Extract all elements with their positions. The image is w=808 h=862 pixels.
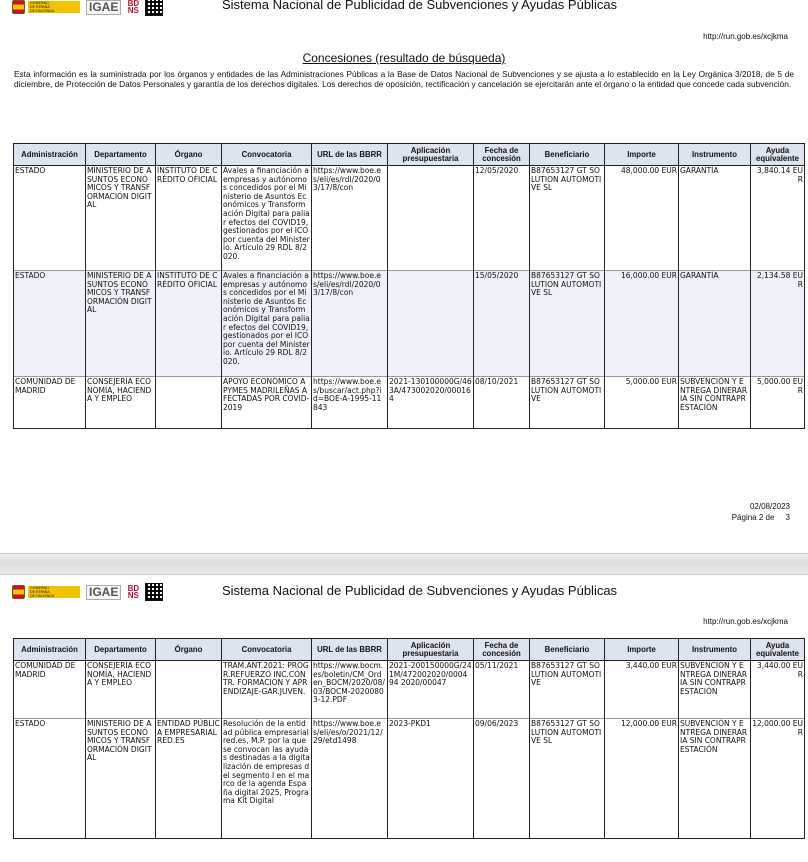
cell-beneficiario: B87653127 GT SOLUTION AUTOMOTIVE SL [530,719,605,839]
cell-beneficiario: B87653127 GT SOLUTION AUTOMOTIVE [530,661,605,719]
column-header: Importe [605,144,679,166]
document-page-2 [0,575,808,862]
escudo-icon [12,585,25,599]
column-header: Ayuda equivalente [751,144,805,166]
cell-url[interactable]: https://www.boe.es/buscar/act.php?id=BOE-A-1995-11843 [312,377,388,429]
page-label: Página 2 de [731,513,775,522]
gobierno-espana-logo [12,0,82,14]
cell-beneficiario: B87653127 GT SOLUTION AUTOMOTIVE SL [530,166,605,271]
cell-organo: INSTITUTO DE CRÉDITO OFICIAL [156,166,222,271]
cell-ayuda: 3,840.14 EUR [751,166,805,271]
cell-organo [156,661,222,719]
igae-logo: IGAE [86,0,121,15]
cell-departamento: CONSEJERÍA ECONOMÍA, HACIENDA Y EMPLEO [86,661,156,719]
column-header: Departamento [86,639,156,661]
column-header: Órgano [156,639,222,661]
cell-importe: 48,000.00 EUR [605,166,679,271]
cell-fecha: 15/05/2020 [474,271,530,377]
cell-url[interactable]: https://www.bocm.es/boletin/CM_Orden_BOCM/2020/08/03/BOCM-20200803-12.PDF [312,661,388,719]
cell-url[interactable]: https://www.boe.es/eli/es/rdl/2020/03/17/8/con [312,166,388,271]
table-row [14,166,805,271]
cell-instrumento: GARANTÍA [679,166,751,271]
header-url[interactable]: http://run.gob.es/xcjkma [703,32,788,41]
column-header: Beneficiario [530,144,605,166]
cell-beneficiario: B87653127 GT SOLUTION AUTOMOTIVE SL [530,271,605,377]
intro-paragraph: Esta información es la suministrada por los órganos y entidades de las Administraciones Públicas a la Base de Datos Nacional de Subvenciones y se ajusta a lo establecido en la Ley Orgánica 3/2018, de 5 de diciembre, de Protección de Datos Personales y garantía de los derechos digitales. Los derechos de oposición, rectificación y cancelación se ejercitarán ante el órgano o la entidad que concede cada subvención. [14,69,794,89]
gobierno-espana-logo [12,585,82,599]
cell-fecha: 12/05/2020 [474,166,530,271]
logo-gob-line: DE HACIENDA [30,594,55,598]
cell-administracion: ESTADO [14,719,86,839]
column-header: Convocatoria [222,144,312,166]
cell-departamento: MINISTERIO DE ASUNTOS ECONÓMICOS Y TRANSFORMACIÓN DIGITAL [86,271,156,377]
page-total: 3 [785,513,790,522]
cell-organo [156,377,222,429]
column-header: URL de las BBRR [312,639,388,661]
table-header-row [14,144,805,166]
column-header: Ayuda equivalente [751,639,805,661]
bdns-logo: BD NS [127,0,140,15]
cell-aplicacion: 2021-130100000G/463A/473002020/000164 [388,377,474,429]
column-header: Departamento [86,144,156,166]
qr-code-icon [145,0,163,16]
cell-ayuda: 2,134.58 EUR [751,271,805,377]
document-title: Concesiones (resultado de búsqueda) [302,51,506,65]
column-header: Instrumento [679,639,751,661]
cell-importe: 16,000.00 EUR [605,271,679,377]
system-title: Sistema Nacional de Publicidad de Subvenciones y Ayudas Públicas [222,0,618,12]
cell-administracion: COMUNIDAD DE MADRID [14,661,86,719]
cell-aplicacion: 2021-200150000G/241M/472002020/000494 2020/00047 [388,661,474,719]
cell-departamento: CONSEJERÍA ECONOMÍA, HACIENDA Y EMPLEO [86,377,156,429]
igae-logo: IGAE [86,585,121,600]
logo-gob-line: GOBIERNO [30,586,49,590]
cell-organo: ENTIDAD PÚBLICA EMPRESARIAL RED.ES [156,719,222,839]
cell-convocatoria: Avales a financiación a empresas y autónomos concedidos por el Ministerio de Asuntos Económicos y Transformación Digital para paliar efectos del COVID19, gestionados por el ICO por cuenta del Ministerio. Artículo 29 RDL 8/2020. [222,166,312,271]
cell-url[interactable]: https://www.boe.es/eli/es/rdl/2020/03/17/8/con [312,271,388,377]
column-header: Beneficiario [530,639,605,661]
cell-url[interactable]: https://www.boe.es/eli/es/o/2021/12/29/etd1498 [312,719,388,839]
cell-ayuda: 5,000.00 EUR [751,377,805,429]
logo-gob-line: DE ESPAÑA [30,5,50,9]
column-header: Órgano [156,144,222,166]
system-title: Sistema Nacional de Publicidad de Subvenciones y Ayudas Públicas [222,583,618,598]
header-logos [12,0,163,16]
cell-aplicacion: 2023-PKD1 [388,719,474,839]
logo-gob-line: GOBIERNO [30,1,49,5]
header-url[interactable]: http://run.gob.es/xcjkma [703,617,788,626]
cell-instrumento: GARANTÍA [679,271,751,377]
concessions-table-page-1 [13,143,805,429]
column-header: Aplicación presupuestaria [388,639,474,661]
column-header: Administración [14,639,86,661]
cell-fecha: 08/10/2021 [474,377,530,429]
cell-administracion: ESTADO [14,271,86,377]
header-logos [12,583,163,601]
column-header: Instrumento [679,144,751,166]
table-row [14,377,805,429]
cell-beneficiario: B87653127 GT SOLUTION AUTOMOTIVE [530,377,605,429]
column-header: Aplicación presupuestaria [388,144,474,166]
page-divider [0,553,808,575]
cell-administracion: COMUNIDAD DE MADRID [14,377,86,429]
column-header: URL de las BBRR [312,144,388,166]
cell-departamento: MINISTERIO DE ASUNTOS ECONÓMICOS Y TRANSFORMACIÓN DIGITAL [86,719,156,839]
cell-convocatoria: Resolución de la entidad pública empresarial red.es, M.P. por la que se convocan las ayudas destinadas a la digitalización de empresas del segmento I en el marco de la agenda España digital 2025, Programa Kit Digital [222,719,312,839]
cell-organo: INSTITUTO DE CRÉDITO OFICIAL [156,271,222,377]
cell-instrumento: SUBVENCIÓN Y ENTREGA DINERARIA SIN CONTRAPRESTACIÓN [679,719,751,839]
cell-fecha: 09/06/2023 [474,719,530,839]
cell-convocatoria: TRAM.ANT.2021: PROGR.REFUERZO INC.CONTR. FORMACION Y APRENDIZAJE-GAR.JUVEN. [222,661,312,719]
escudo-icon [12,0,25,14]
cell-aplicacion [388,271,474,377]
cell-importe: 3,440.00 EUR [605,661,679,719]
qr-code-icon [145,583,163,601]
footer-page-number [732,513,790,522]
cell-instrumento: SUBVENCIÓN Y ENTREGA DINERARIA SIN CONTRAPRESTACIÓN [679,377,751,429]
column-header: Fecha de concesión [474,639,530,661]
cell-convocatoria: APOYO ECONÓMICO A PYMES MADRILEÑAS AFECTADAS POR COVID-2019 [222,377,312,429]
cell-instrumento: SUBVENCIÓN Y ENTREGA DINERARIA SIN CONTRAPRESTACIÓN [679,661,751,719]
cell-importe: 5,000.00 EUR [605,377,679,429]
footer-date: 02/08/2023 [749,502,790,511]
cell-convocatoria: Avales a financiación a empresas y autónomos concedidos por el Ministerio de Asuntos Económicos y Transformación Digital para paliar efectos del COVID19, gestionados por el ICO por cuenta del Ministerio. Artículo 29 RDL 8/2020. [222,271,312,377]
cell-ayuda: 12,000.00 EUR [751,719,805,839]
cell-ayuda: 3,440.00 EUR [751,661,805,719]
cell-fecha: 05/11/2021 [474,661,530,719]
column-header: Administración [14,144,86,166]
logo-gob-line: DE ESPAÑA [30,590,50,594]
table-row [14,271,805,377]
column-header: Convocatoria [222,639,312,661]
table-row [14,719,805,839]
concessions-table-page-2 [13,638,805,839]
cell-aplicacion [388,166,474,271]
cell-importe: 12,000.00 EUR [605,719,679,839]
cell-administracion: ESTADO [14,166,86,271]
cell-departamento: MINISTERIO DE ASUNTOS ECONÓMICOS Y TRANSFORMACIÓN DIGITAL [86,166,156,271]
bdns-logo: BD NS [127,584,140,600]
table-row [14,661,805,719]
column-header: Importe [605,639,679,661]
column-header: Fecha de concesión [474,144,530,166]
logo-gob-line: DE HACIENDA [30,9,55,13]
table-header-row [14,639,805,661]
